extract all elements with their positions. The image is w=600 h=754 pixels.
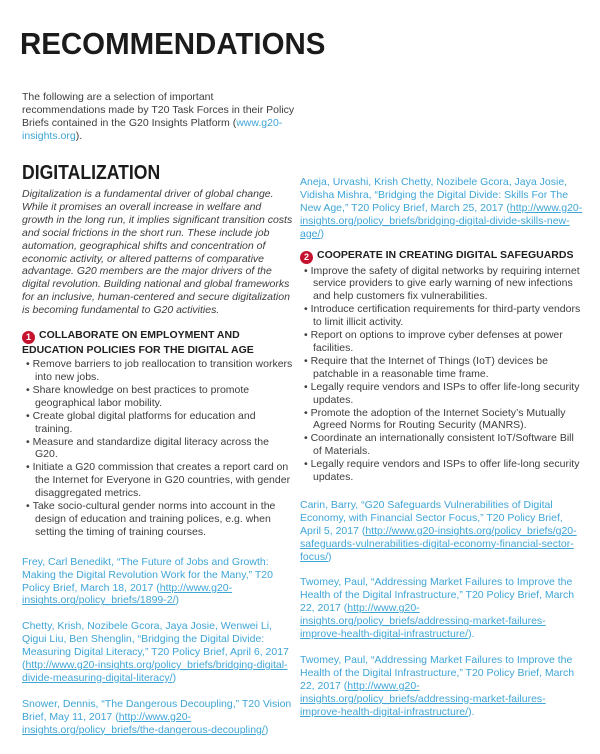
citation-text: Frey, Carl Benedikt, “The Future of Jobs and Growth: Making the Digital Revolution Work for the Many,” T20 Policy Brief, March 18, 2017 ( — [22, 555, 273, 594]
citation-text-after: ) — [175, 594, 180, 607]
recommendation-2-heading: COOPERATE IN CREATING DIGITAL SAFEGUARDS — [317, 248, 574, 261]
citation-text-after: ) — [328, 550, 332, 563]
recommendation-2 — [300, 249, 585, 484]
bullet-item: • Legally require vendors and ISPs to offer life-long security updates. — [304, 381, 585, 407]
citation-text: Aneja, Urvashi, Krish Chetty, Nozibele Gcora, Jaya Josie, Vidisha Mishra, “Bridging the Digital Divide: Skills For The New Age,” T20 Policy Brief, March 25, 2017 ( — [300, 176, 569, 214]
citation-text: Carin, Barry, “G20 Safeguards Vulnerabilities of Digital Economy, with Financial Sector Focus,” T20 Policy Brief, April 5, 2017 ( — [300, 498, 563, 537]
citation-text-after: ) — [172, 672, 177, 684]
citation-twomey-1 — [300, 576, 585, 641]
section-heading-digitalization: DIGITALIZATION — [22, 162, 161, 184]
citation-frey — [22, 556, 294, 608]
bullet-item: • Take socio-cultural gender norms into account in the design of education and training polices, e.g. when setting the timing of training courses. — [26, 500, 294, 539]
citation-url-link[interactable]: http://www.g20-insights.org/policy_briefs/1899-2/ — [22, 581, 233, 607]
recommendation-1-heading: COLLABORATE ON EMPLOYMENT AND EDUCATION POLICIES FOR THE DIGITAL AGE — [22, 329, 254, 357]
bullet-item: • Introduce certification requirements for third-party vendors to limit illicit activity. — [304, 303, 585, 329]
intro-text-before: The following are a selection of important recommendations made by T20 Task Forces in their Policy Briefs contained in the G20 Insights Platform ( — [22, 91, 295, 129]
bullet-item: • Legally require vendors and ISPs to offer life-long security updates. — [304, 458, 585, 484]
right-column — [300, 176, 585, 719]
bullet-item: • Initiate a G20 commission that creates a report card on the Internet for Everyone in G20 countries, with gender disaggregated metrics. — [26, 461, 294, 500]
citation-text-after: ). — [468, 628, 475, 641]
recommendation-2-heading-row — [300, 249, 585, 264]
bullet-item: • Remove barriers to job reallocation to transition workers into new jobs. — [26, 358, 294, 384]
citation-url-link[interactable]: http://www.g20-insights.org/policy_briefs/addressing-market-failures-improve-health-digital-infrastructure/ — [300, 679, 546, 718]
recommendation-1-bullets — [22, 358, 294, 539]
citation-url-link[interactable]: http://www.g20-insights.org/policy_briefs/bridging-digital-divide-skills-new-age/ — [300, 201, 583, 240]
citation-url-link[interactable]: http://www.g20-insights.org/policy_briefs/bridging-digital-divide-measuring-digital-literacy/ — [22, 659, 288, 684]
left-column — [22, 160, 294, 737]
citation-text-after: ). — [468, 705, 475, 718]
section-lede: Digitalization is a fundamental driver of global change. While it promises an overall increase in welfare and growth in the long run, it implies significant transition costs and social frictions in the short run. These include job automation, geographical shifts and concentration of economic activity, or altered patterns of comparative advantage. G20 members are the major drivers of the digital revolution. Building national and global frameworks for an inclusive, human-centered and secure digitalization is becoming fundamental to G20 activities. — [22, 188, 293, 317]
citation-url-link[interactable]: http://www.g20-insights.org/policy_briefs/the-dangerous-decoupling/ — [22, 710, 265, 736]
bullet-item: • Share knowledge on best practices to promote geographical labor mobility. — [26, 384, 294, 410]
citation-aneja — [300, 176, 585, 241]
bullet-item: • Report on options to improve cyber defenses at power facilities. — [304, 329, 585, 355]
citation-snower — [22, 698, 294, 737]
recommendation-2-number-badge: 2 — [300, 251, 313, 264]
citation-chetty — [22, 620, 294, 685]
intro-paragraph — [22, 91, 296, 143]
recommendation-1-heading-row — [22, 329, 294, 357]
g20-insights-link[interactable]: www.g20-insights.org — [22, 117, 283, 142]
citation-text: Chetty, Krish, Nozibele Gcora, Jaya Josie, Wenwei Li, Qigui Liu, Ben Shenglin, “Bridging the Digital Divide: Measuring Digital Literacy,” T20 Policy Brief, April 6, 2017 ( — [22, 620, 289, 672]
bullet-item: • Measure and standardize digital literacy across the G20. — [26, 436, 294, 462]
citation-text-after: ) — [320, 227, 324, 240]
citation-text: Twomey, Paul, “Addressing Market Failures to Improve the Health of the Digital Infrastructure,” T20 Policy Brief, March 22, 2017 ( — [300, 654, 575, 692]
recommendation-2-bullets — [300, 265, 585, 484]
citation-twomey-2 — [300, 654, 585, 719]
citation-text: Twomey, Paul, “Addressing Market Failures to Improve the Health of the Digital Infrastructure,” T20 Policy Brief, March 22, 2017 ( — [300, 576, 575, 615]
recommendation-1 — [22, 329, 294, 539]
page-title: RECOMMENDATIONS — [20, 25, 326, 61]
bullet-item: • Create global digital platforms for education and training. — [26, 410, 294, 436]
bullet-item: • Promote the adoption of the Internet Society’s Mutually Agreed Norms for Routing Security (MANRS). — [304, 407, 585, 433]
citation-text-after: ) — [264, 723, 269, 736]
intro-text-after: ). — [75, 130, 83, 142]
bullet-item: • Coordinate an internationally consistent IoT/Software Bill of Materials. — [304, 432, 585, 458]
recommendation-1-number-badge: 1 — [22, 331, 35, 344]
bullet-item: • Improve the safety of digital networks by requiring internet service providers to give early warning of new infections and help customers fix vulnerabilities. — [304, 265, 585, 304]
citation-carin — [300, 499, 585, 564]
citation-url-link[interactable]: http://www.g20-insights.org/policy_briefs/g20-safeguards-vulnerabilities-digital-economy-financial-sector-focus/ — [300, 524, 577, 563]
citation-url-link[interactable]: http://www.g20-insights.org/policy_briefs/addressing-market-failures-improve-health-digital-infrastructure/ — [300, 602, 546, 641]
bullet-item: • Require that the Internet of Things (IoT) devices be patchable in a reasonable time frame. — [304, 355, 585, 381]
citation-text: Snower, Dennis, “The Dangerous Decoupling,” T20 Vision Brief, May 11, 2017 ( — [22, 697, 292, 723]
